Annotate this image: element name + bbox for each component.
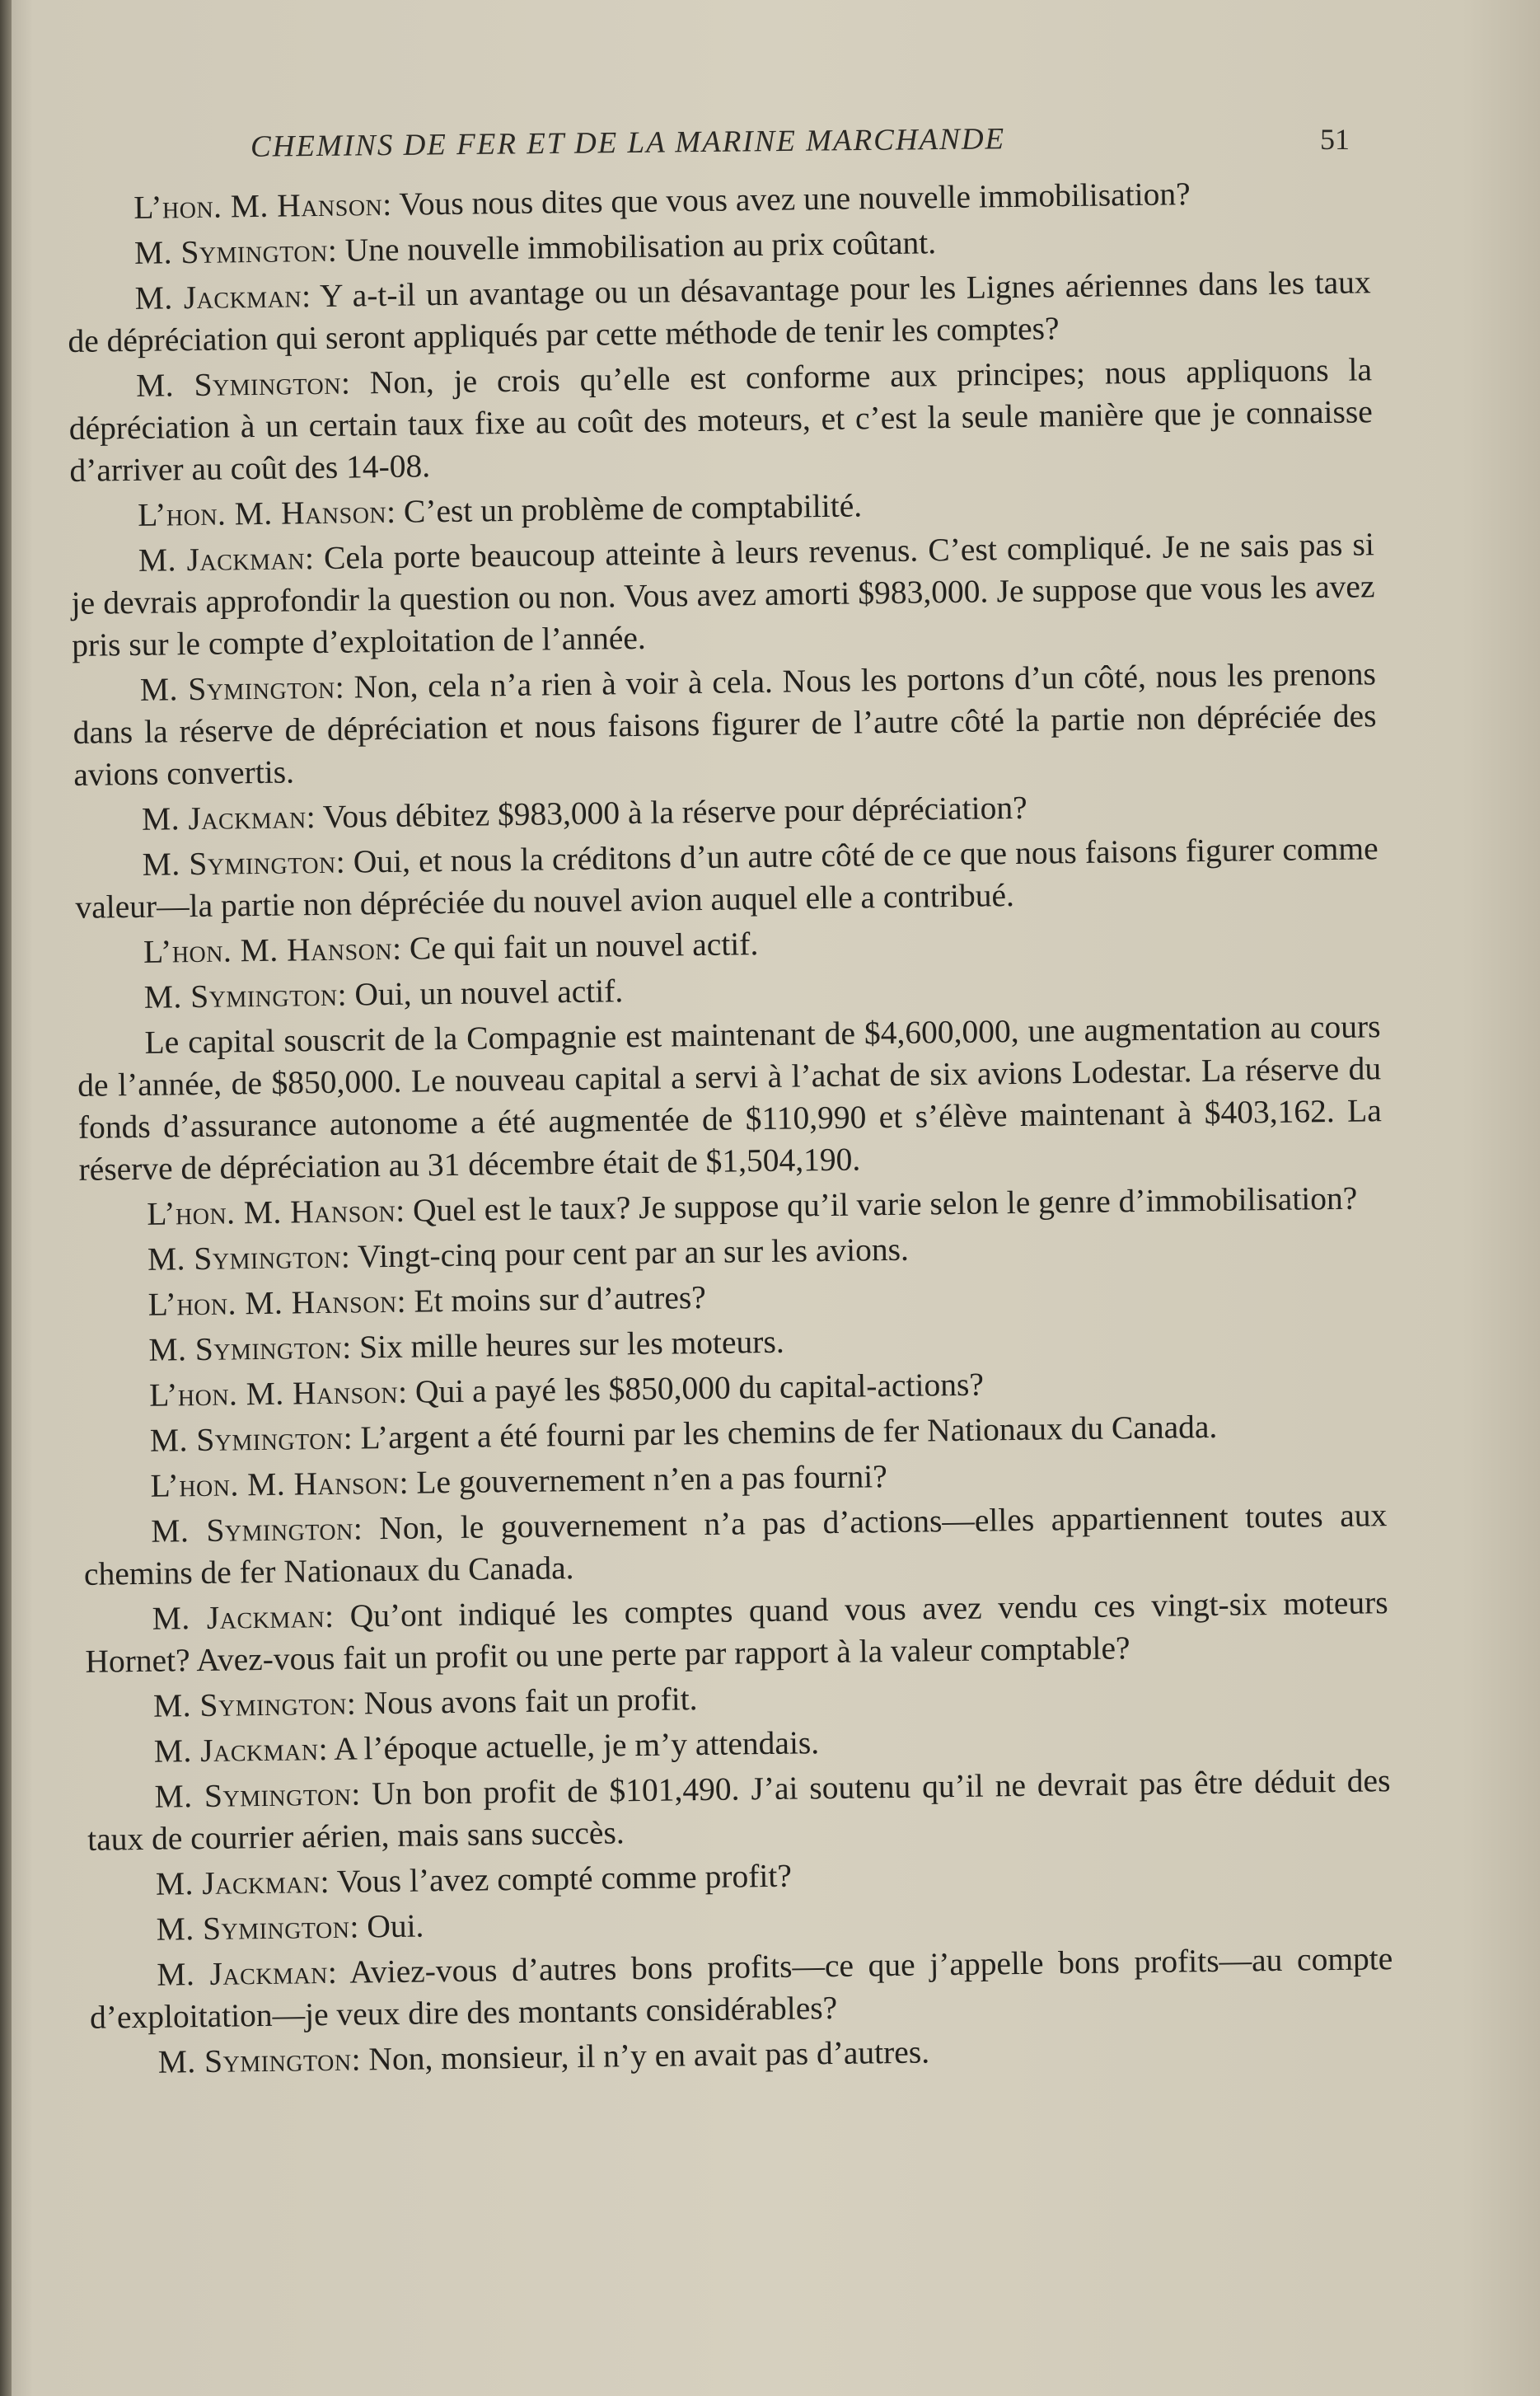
dialogue-paragraph (84, 1582, 1388, 1683)
paragraph-text: Vous l’avez compté comme profit? (336, 1857, 793, 1900)
book-spine-shadow (0, 0, 12, 2396)
paragraph-text: Ce qui fait un nouvel actif. (409, 926, 759, 967)
speaker-name: M. Jackman (153, 1731, 319, 1770)
dialogue-paragraph (71, 523, 1376, 667)
speaker-separator: : (341, 1329, 360, 1366)
speaker-name: M. Symington (151, 1510, 354, 1550)
paragraph-text: Aviez-vous d’autres bons profits—ce que j’appelle bons profits—au compte d’exploitation—je veux dire des montants considérables? (89, 1940, 1393, 2036)
speaker-separator: : (340, 364, 371, 401)
dialogue-paragraph (74, 828, 1379, 929)
speaker-separator: : (391, 930, 410, 967)
speaker-name: M. Symington (143, 976, 338, 1015)
paragraph-text: Non, le gouvernement n’a pas d’actions—elles appartiennent toutes aux chemins de fer Nationaux du Canada. (83, 1497, 1388, 1592)
paragraph-text: Un bon profit de $101,490. J’ai soutenu qu’il ne devrait pas être déduit des taux de courrier aérien, mais sans succès. (87, 1762, 1391, 1858)
speaker-name: L’hon. M. Hanson (137, 493, 387, 533)
speaker-separator: : (351, 2041, 369, 2078)
paragraph-text: Oui. (366, 1907, 424, 1945)
speaker-name: L’hon. M. Hanson (143, 930, 393, 970)
page-number: 51 (1320, 123, 1350, 156)
speaker-separator: : (301, 277, 321, 315)
dialogue-paragraph (87, 1760, 1391, 1861)
paragraph-text: Six mille heures sur les moteurs. (358, 1323, 784, 1366)
speaker-separator: : (335, 668, 354, 706)
dialogue-paragraph (68, 349, 1374, 492)
speaker-separator: : (399, 1464, 417, 1501)
speaker-name: L’hon. M. Hanson (133, 185, 383, 226)
dialogue-paragraph (73, 653, 1378, 796)
paragraph-text: C’est un problème de comptabilité. (403, 487, 863, 530)
paragraph-text: Cela porte beaucoup atteinte à leurs revenus. C’est compliqué. Je ne sais pas si je devrais approfondir la question ou non. Vous avez amorti $983,000. Je suppose que vous les avez pris sur le compte d’exploitation de l’année. (71, 526, 1375, 663)
dialogue-paragraph (83, 1494, 1388, 1596)
speaker-separator: : (343, 1419, 361, 1456)
speaker-name: M. Symington (156, 1908, 350, 1948)
speaker-separator: : (351, 1775, 372, 1812)
paragraph-text: Le gouvernement n’en a pas fourni? (416, 1458, 888, 1501)
paragraph-text: Non, je crois qu’elle est conforme aux principes; nous appliquons la dépréciation à un certain taux fixe au coût des moteurs, et c’est la seule manière que je connaisse d’arriver au coût des 14-08. (68, 351, 1373, 489)
paragraph-text: Quel est le taux? Je suppose qu’il varie selon le genre d’immobilisation? (412, 1179, 1358, 1229)
speaker-separator: : (318, 1730, 335, 1768)
speaker-name: M. Symington (142, 843, 337, 883)
paragraph-text: Nous avons fait un profit. (363, 1681, 698, 1722)
paragraph-text: Y a-t-il un avantage ou un désavantage pour les Lignes aériennes dans les taux de dépréciation qui seront appliqués par cette méthode de tenir les comptes? (68, 264, 1371, 359)
speaker-name: M. Symington (149, 1419, 344, 1459)
narrative-paragraph (77, 1006, 1383, 1191)
speaker-name: L’hon. M. Hanson (147, 1192, 396, 1232)
paragraph-text: Qu’ont indiqué les comptes quand vous avez vendu ces vingt-six moteurs Hornet? Avez-vous fait un profit ou une perte par rapport à la valeur comptable? (85, 1584, 1388, 1680)
speaker-name: L’hon. M. Hanson (150, 1464, 400, 1504)
speaker-name: L’hon. M. Hanson (147, 1282, 397, 1323)
speaker-separator: : (337, 976, 355, 1013)
speaker-separator: : (327, 232, 345, 269)
page-sheet (12, 0, 1540, 2396)
paragraph-text: Vingt-cinq pour cent par an sur les avions. (357, 1231, 910, 1275)
speaker-separator: : (335, 843, 354, 880)
speaker-name: M. Symington (147, 1238, 342, 1278)
paragraph-text: Oui, et nous la créditons d’un autre côté de ce que nous faisons figurer comme valeur—la partie non dépréciée du nouvel avion auquel elle a contribué. (75, 830, 1379, 926)
speaker-name: M. Jackman (152, 1598, 325, 1637)
speaker-separator: : (320, 1863, 338, 1901)
dialogue-paragraph (89, 1938, 1393, 2039)
paragraph-text: Vous nous dites que vous avez une nouvelle immobilisation? (399, 176, 1191, 223)
speaker-separator: : (349, 1908, 367, 1945)
speaker-separator: : (340, 1238, 358, 1275)
speaker-separator: : (396, 1282, 414, 1320)
speaker-name: M. Symington (154, 1775, 352, 1815)
speaker-name: M. Jackman (138, 540, 306, 579)
speaker-name: M. Jackman (141, 799, 307, 837)
paragraph-text: L’argent a été fourni par les chemins de fer Nationaux du Canada. (360, 1408, 1218, 1456)
paragraph-text: Qui a payé les $850,000 du capital-actions? (414, 1366, 985, 1410)
speaker-separator: : (306, 798, 324, 836)
dialogue-paragraph (67, 261, 1371, 363)
speaker-name: M. Jackman (157, 1954, 329, 1993)
speaker-separator: : (324, 1597, 350, 1635)
speaker-name: M. Symington (157, 2041, 352, 2080)
paragraph-text: Non, monsieur, il n’y en avait pas d’autres. (368, 2033, 930, 2078)
paragraph-text: Non, cela n’a rien à voir à cela. Nous les portons d’un côté, nous les prenons dans la réserve de dépréciation et nous faisons figurer de l’autre côté la partie non dépréciée des avions convertis. (73, 655, 1377, 793)
speaker-name: L’hon. M. Hanson (148, 1373, 399, 1414)
paragraph-text: A l’époque actuelle, je m’y attendais. (333, 1724, 820, 1767)
paragraph-text: Une nouvelle immobilisation au prix coûtant. (344, 224, 937, 269)
speaker-separator: : (395, 1192, 414, 1229)
transcript-body (66, 171, 1394, 2088)
running-header: CHEMINS DE FER ET DE LA MARINE MARCHANDE (250, 122, 1006, 164)
paragraph-text: Et moins sur d’autres? (414, 1278, 707, 1320)
paragraph-text: Oui, un nouvel actif. (354, 973, 624, 1013)
speaker-separator: : (397, 1373, 416, 1410)
speaker-name: M. Jackman (134, 278, 302, 316)
paragraph-text: Vous débitez $983,000 à la réserve pour dépréciation? (322, 789, 1027, 835)
speaker-separator: : (327, 1953, 350, 1991)
speaker-separator: : (346, 1685, 365, 1722)
speaker-separator: : (381, 185, 400, 223)
paragraph-text: Le capital souscrit de la Compagnie est maintenant de $4,600,000, une augmentation au cours de l’année, de $850,000. Le nouveau capital a servi à l’achat de six avions Lodestar. La réserve du fonds d’assurance autonome a été augmentée de $110,990 et s’élève maintenant à $403,162. La réserve de dépréciation au 31 décembre était de $1,504,190. (77, 1008, 1383, 1188)
speaker-name: M. Symington (139, 668, 335, 708)
speaker-name: M. Symington (152, 1685, 348, 1724)
speaker-name: M. Symington (133, 232, 329, 271)
speaker-name: M. Symington (148, 1329, 343, 1368)
speaker-name: M. Jackman (155, 1864, 321, 1902)
speaker-name: M. Symington (135, 364, 342, 404)
speaker-separator: : (353, 1510, 380, 1547)
speaker-separator: : (304, 539, 325, 577)
speaker-separator: : (386, 493, 405, 530)
